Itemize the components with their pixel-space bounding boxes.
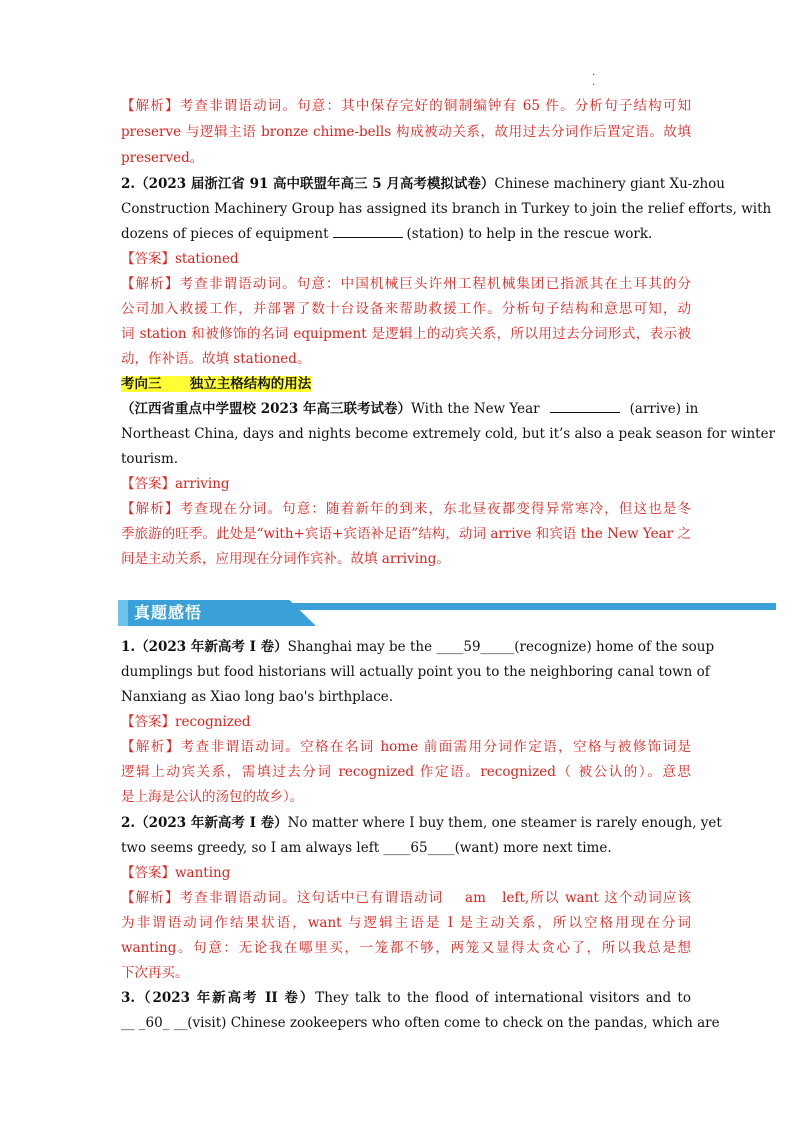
q2-analysis-1: 【解析】考查非谓语动词。句意：中国机械巨头许州工程机械集团已指派其在土耳其的分	[121, 276, 691, 292]
r1-line-3: Nanxiang as Xiao long bao's birthplace.	[121, 689, 394, 705]
q3-analysis-1: 【解析】考查现在分词。句意：随着新年的到来，东北昼夜都变得异常寒冷，但这也是冬	[121, 501, 691, 517]
q2-text-3a: dozens of pieces of equipment	[121, 226, 329, 242]
r1-source: 1.（2023 年新高考 I 卷）	[121, 639, 288, 655]
q2-blank	[333, 225, 403, 238]
q2-source: 2.（2023 届浙江省 91 高中联盟年高三 5 月高考模拟试卷）	[121, 176, 495, 192]
r3-source: 3.（2023 年新高考 II 卷）	[121, 990, 316, 1006]
r2-answer: 【答案】wanting	[121, 865, 231, 881]
q3-source: （江西省重点中学盟校 2023 年高三联考试卷）	[121, 401, 411, 417]
banner-tab-accent	[118, 600, 128, 626]
q2-line-3	[121, 222, 691, 246]
q3-line-3: tourism.	[121, 451, 179, 467]
r2-analysis-2: 为非谓语动词作结果状语，want 与逻辑主语是 I 是主动关系，所以空格用现在分词	[121, 915, 691, 931]
r2-line-1	[121, 811, 722, 835]
q2-analysis-4: 动，作补语。故填 stationed。	[121, 351, 311, 367]
r2-analysis-1: 【解析】考查非谓语动词。这句话中已有谓语动词 am left,所以 want 这个动词应该	[121, 890, 691, 906]
section3-heading	[121, 372, 691, 396]
q2-analysis-2: 公司加入救援工作，并部署了数十台设备来帮助救援工作。分析句子结构和意思可知，动	[121, 301, 691, 317]
r2-analysis-3: wanting。句意：无论我在哪里买，一笼都不够，两笼又显得太贪心了，所以我总是想	[121, 940, 691, 956]
r1-analysis-3: 是上海是公认的汤包的故乡）。	[121, 789, 304, 805]
r3-line-2: __ _60_ __(visit) Chinese zookeepers who often come to check on the pandas, which are	[121, 1015, 720, 1031]
r2-text-1: No matter where I buy them, one steamer is rarely enough, yet	[287, 815, 722, 831]
prev-analysis-line-3: preserved。	[121, 150, 204, 166]
q2-text-1: Chinese machinery giant Xu-zhou	[494, 176, 725, 192]
r1-analysis-1: 【解析】考查非谓语动词。空格在名词 home 前面需用分词作定语，空格与被修饰词是	[121, 739, 691, 755]
q3-line-1	[121, 397, 699, 421]
prev-analysis-line-2: preserve 与逻辑主语 bronze chime-bells 构成被动关系，故用过去分词作后置定语。故填	[121, 124, 691, 140]
page-dots: . .	[592, 67, 596, 88]
q3-text-1b: (arrive) in	[629, 401, 699, 417]
r2-line-2: two seems greedy, so I am always left ____65____(want) more next time.	[121, 840, 612, 856]
q2-line-2: Construction Machinery Group has assigned its branch in Turkey to join the relief efforts, with	[121, 201, 772, 217]
r1-text-1: Shanghai may be the ____59_____(recognize) home of the soup	[287, 639, 715, 655]
r1-line-1	[121, 635, 715, 659]
q3-line-2: Northeast China, days and nights become extremely cold, but it’s also a peak season for winter	[121, 426, 776, 442]
q3-text-1a: With the New Year	[410, 401, 540, 417]
r3-text-1: They talk to the flood of international visitors and to	[315, 990, 691, 1006]
section3-title: 考向三 独立主格结构的用法	[121, 376, 312, 392]
q3-analysis-2: 季旅游的旺季。此处是“with+宾语+宾语补足语”结构，动词 arrive 和宾语 the New Year 之	[121, 526, 691, 542]
q2-text-3b: (station) to help in the rescue work.	[406, 226, 653, 242]
q2-line-1	[121, 172, 725, 196]
r2-source: 2.（2023 年新高考 I 卷）	[121, 815, 288, 831]
r1-analysis-2: 逻辑上动宾关系，需填过去分词 recognized 作定语。recognized（ 被公认的）。意思	[121, 764, 691, 780]
section-banner	[118, 600, 776, 626]
prev-analysis-line-1: 【解析】考查非谓语动词。句意：其中保存完好的铜制编钟有 65 件。分析句子结构可知	[121, 98, 691, 114]
q3-answer: 【答案】arriving	[121, 476, 230, 492]
q2-answer: 【答案】stationed	[121, 251, 239, 267]
r3-line-1	[121, 986, 691, 1010]
q2-analysis-3: 词 station 和被修饰的名词 equipment 是逻辑上的动宾关系，所以用过去分词形式，表示被	[121, 326, 691, 342]
q3-analysis-3: 间是主动关系，应用现在分词作宾补。故填 arriving。	[121, 551, 450, 567]
r1-answer: 【答案】recognized	[121, 714, 251, 730]
banner-title: 真题感悟	[134, 603, 203, 622]
q3-blank	[550, 400, 620, 413]
r2-analysis-4: 下次再买。	[121, 965, 189, 981]
r1-line-2: dumplings but food historians will actually point you to the neighboring canal town of	[121, 664, 710, 680]
